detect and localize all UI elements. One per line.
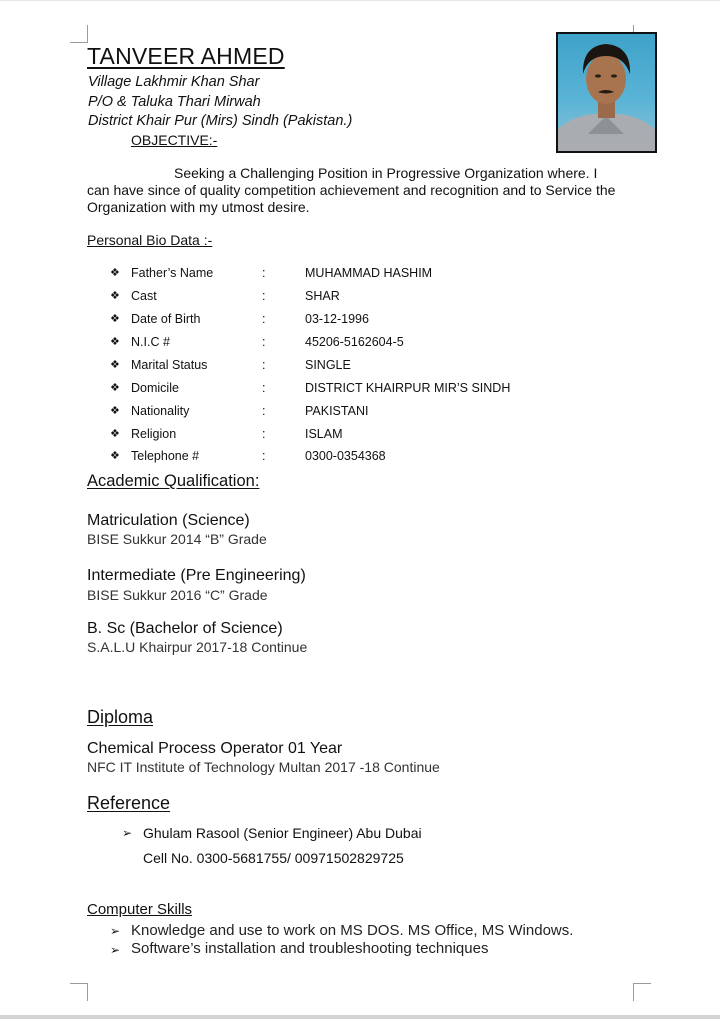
candidate-name: TANVEER AHMED [87, 43, 285, 69]
diamond-bullet-icon: ❖ [110, 267, 120, 279]
crop-mark-bottom-right [633, 983, 651, 1001]
academic-heading: Academic Qualification: [87, 472, 260, 490]
bio-value: PAKISTANI [305, 404, 369, 418]
diploma-detail: NFC IT Institute of Technology Multan 2017 -18 Continue [87, 759, 440, 775]
computer-skills-heading: Computer Skills [87, 901, 193, 918]
degree-detail: BISE Sukkur 2014 “B” Grade [87, 531, 267, 547]
bio-colon: : [262, 289, 266, 303]
bio-colon: : [262, 404, 266, 418]
bio-colon: : [262, 449, 266, 463]
diamond-bullet-icon: ❖ [110, 405, 120, 417]
objective-text: Seeking a Challenging Position in Progressive Organization where. I can have since of quality competition achievement and recognition and to Service the Organization with my utmost desire. [87, 165, 616, 215]
bio-value: 03-12-1996 [305, 312, 369, 326]
bio-heading: Personal Bio Data :- [87, 232, 213, 248]
diamond-bullet-icon: ❖ [110, 359, 120, 371]
bio-value: SHAR [305, 289, 340, 303]
address-line-2: P/O & Taluka Thari Mirwah [88, 94, 261, 110]
diamond-bullet-icon: ❖ [110, 428, 120, 440]
degree-detail: S.A.L.U Khairpur 2017-18 Continue [87, 639, 308, 655]
bio-colon: : [262, 427, 266, 441]
arrow-bullet-icon: ➢ [122, 826, 133, 840]
bio-value: 0300-0354368 [305, 449, 386, 463]
diamond-bullet-icon: ❖ [110, 290, 120, 302]
skill-item: Software’s installation and troubleshooting techniques [131, 940, 489, 957]
bio-colon: : [262, 381, 266, 395]
bio-label: Telephone # [131, 449, 200, 463]
bio-value: MUHAMMAD HASHIM [305, 266, 433, 280]
address-line-1: Village Lakhmir Khan Shar [88, 74, 260, 90]
reference-cell: Cell No. 0300-5681755/ 00971502829725 [143, 850, 404, 866]
bio-colon: : [262, 358, 266, 372]
bio-colon: : [262, 335, 266, 349]
profile-photo [556, 32, 657, 153]
degree-detail: BISE Sukkur 2016 “C” Grade [87, 587, 268, 603]
arrow-bullet-icon: ➢ [110, 924, 121, 938]
bio-colon: : [262, 312, 266, 326]
diamond-bullet-icon: ❖ [110, 382, 120, 394]
diamond-bullet-icon: ❖ [110, 336, 120, 348]
bio-label: Nationality [131, 404, 190, 418]
skill-item: Knowledge and use to work on MS DOS. MS Office, MS Windows. [131, 922, 574, 939]
bio-colon: : [262, 266, 266, 280]
bio-label: Marital Status [131, 358, 208, 372]
crop-mark-bottom-left [70, 983, 88, 1001]
reference-person: Ghulam Rasool (Senior Engineer) Abu Dubai [143, 825, 422, 841]
diploma-title: Chemical Process Operator 01 Year [87, 740, 343, 757]
bio-value: DISTRICT KHAIRPUR MIR’S SINDH [305, 381, 511, 395]
bio-label: Date of Birth [131, 312, 201, 326]
page-bottom-edge [0, 1015, 720, 1019]
objective-heading: OBJECTIVE:- [131, 132, 218, 148]
arrow-bullet-icon: ➢ [110, 943, 121, 957]
address-line-3: District Khair Pur (Mirs) Sindh (Pakistan.) [88, 113, 353, 129]
page-top-edge [0, 0, 720, 1]
bio-value: SINGLE [305, 358, 351, 372]
bio-label: Religion [131, 427, 177, 441]
bio-label: Father’s Name [131, 266, 214, 280]
diamond-bullet-icon: ❖ [110, 313, 120, 325]
degree-title: B. Sc (Bachelor of Science) [87, 620, 283, 637]
crop-mark-top-left [70, 25, 88, 43]
reference-heading: Reference [87, 793, 171, 813]
bio-label: Domicile [131, 381, 179, 395]
person-portrait-icon [558, 34, 655, 151]
bio-label: N.I.C # [131, 335, 170, 349]
degree-title: Matriculation (Science) [87, 512, 250, 529]
bio-value: ISLAM [305, 427, 343, 441]
bio-label: Cast [131, 289, 157, 303]
diamond-bullet-icon: ❖ [110, 450, 120, 462]
bio-value: 45206-5162604-5 [305, 335, 404, 349]
diploma-heading: Diploma [87, 707, 154, 727]
degree-title: Intermediate (Pre Engineering) [87, 567, 306, 584]
